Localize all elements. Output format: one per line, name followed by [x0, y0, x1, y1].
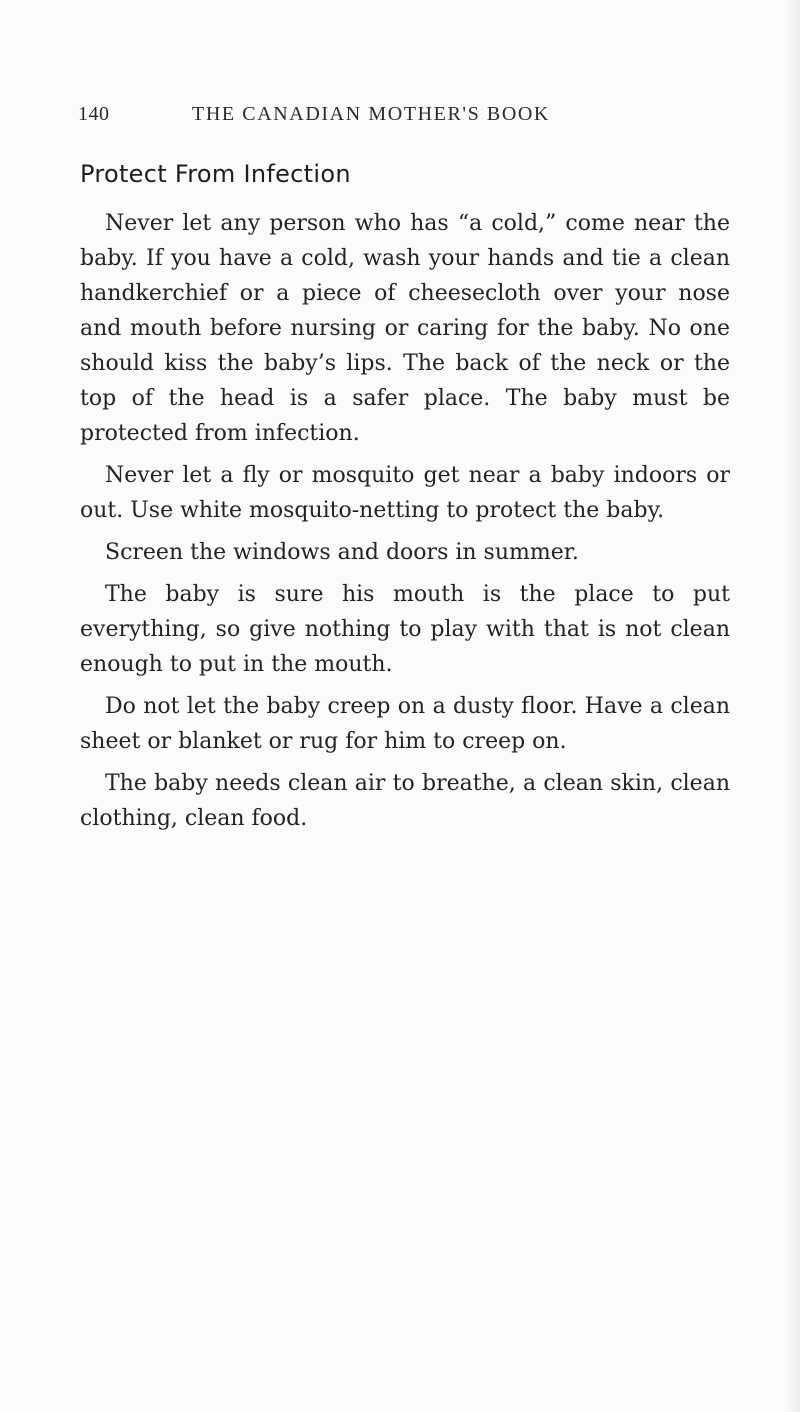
running-head — [78, 103, 730, 133]
paragraph-screen-windows: Screen the windows and doors in summer. — [105, 540, 579, 565]
page-number: 140 — [78, 103, 110, 125]
page-edge-shadow — [786, 0, 800, 1412]
paragraph-infection-cold: Never let any person who has “a cold,” come near the baby. If you have a cold, wash your hands and tie a clean handkerchief or a piece of cheesecloth over your nose and mouth before nursing or caring for the baby. No one should kiss the baby’s lips. The back of the neck or the top of the head is a safer place. The baby must be protected from infection. — [80, 211, 730, 446]
paragraph-dusty-floor: Do not let the baby creep on a dusty floor. Have a clean sheet or blanket or rug for him to creep on. — [80, 694, 730, 754]
paragraph-clean-needs: The baby needs clean air to breathe, a clean skin, clean clothing, clean food. — [80, 771, 730, 831]
paragraph-mouth-toys: The baby is sure his mouth is the place to put everything, so give nothing to play with that is not clean enough to put in the mouth. — [80, 582, 730, 677]
section-body — [80, 206, 730, 843]
book-title: THE CANADIAN MOTHER'S BOOK — [192, 103, 550, 125]
paragraph-fly-mosquito: Never let a fly or mosquito get near a baby indoors or out. Use white mosquito-netting to protect the baby. — [80, 463, 730, 523]
section-heading: Protect From Infection — [80, 160, 351, 188]
